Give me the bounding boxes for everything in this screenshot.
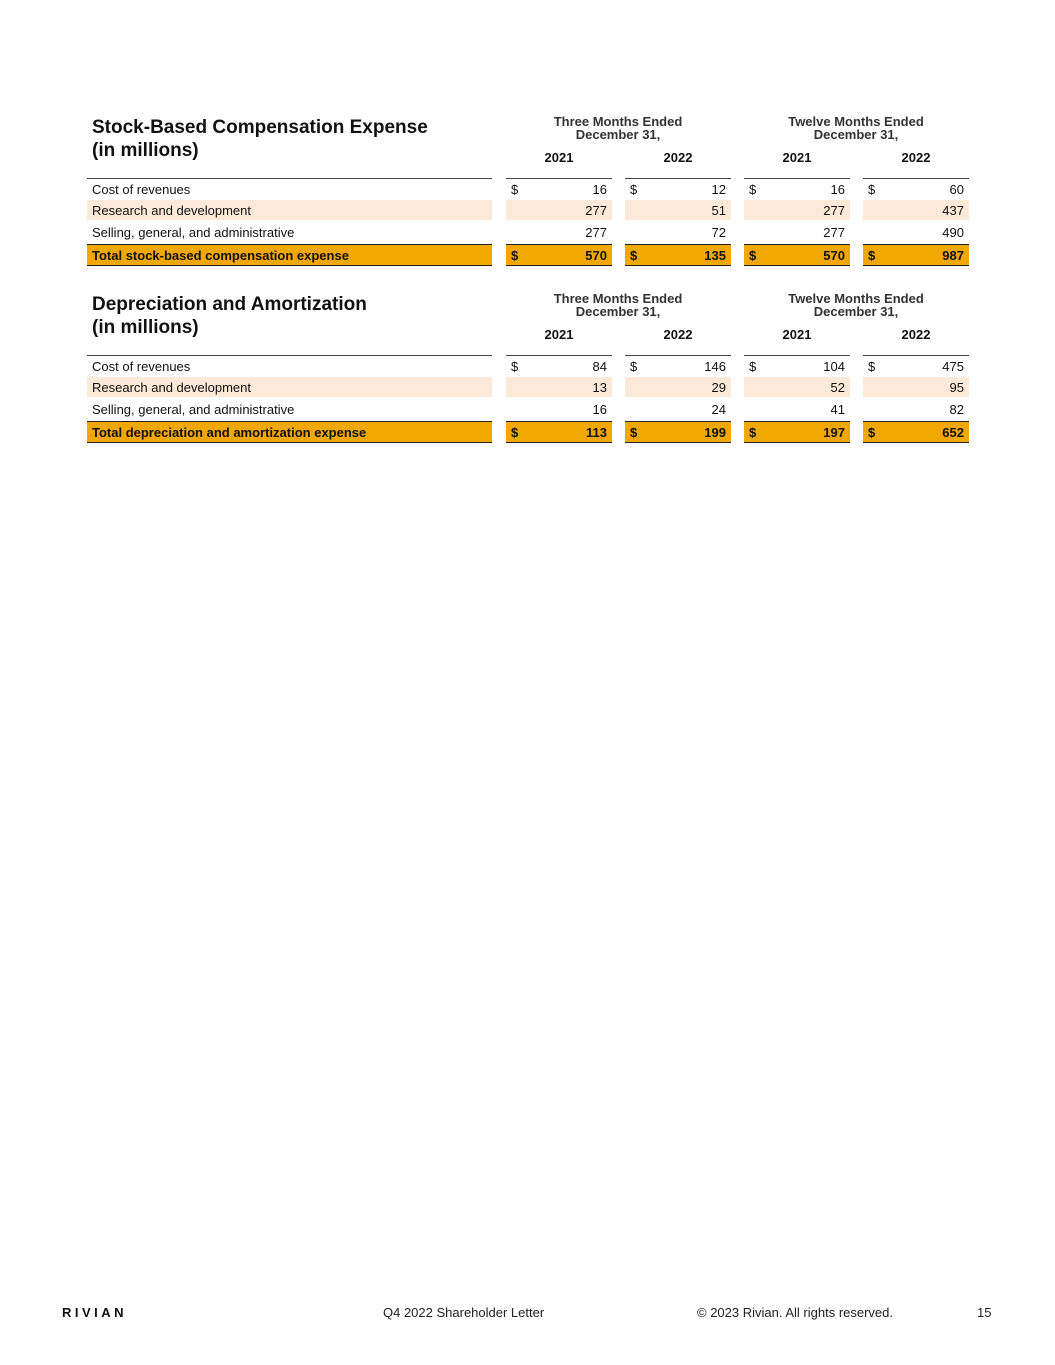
- value-cell: [744, 399, 850, 419]
- year-header: 2021: [544, 150, 574, 165]
- value-cell: [625, 222, 731, 242]
- cell-value: 277: [585, 203, 607, 218]
- value-cell: [506, 178, 612, 199]
- currency-symbol: $: [511, 248, 519, 263]
- copyright-notice: © 2023 Rivian. All rights reserved.: [697, 1305, 894, 1320]
- row-label: Cost of revenues: [87, 355, 492, 376]
- currency-symbol: $: [511, 359, 519, 374]
- row-label: Selling, general, and administrative: [92, 225, 295, 240]
- currency-symbol: $: [868, 359, 876, 374]
- cell-value: 570: [823, 248, 845, 263]
- group-header-line1: Twelve Months Ended: [788, 114, 924, 129]
- year-header: 2022: [663, 150, 693, 165]
- value-cell: [506, 244, 612, 266]
- row-label: Cost of revenues: [87, 178, 492, 199]
- cell-value: 13: [592, 380, 607, 395]
- page-number: 15: [977, 1305, 992, 1320]
- total-row: [87, 421, 968, 443]
- currency-symbol: $: [630, 425, 638, 440]
- value-cell: [863, 178, 969, 199]
- table-row: [87, 355, 968, 377]
- cell-value: 82: [949, 402, 964, 417]
- table-body: [87, 355, 968, 443]
- group-header-three-months: [506, 292, 730, 318]
- currency-symbol: $: [868, 248, 876, 263]
- value-cell: [506, 355, 612, 376]
- value-cell: [506, 222, 612, 242]
- year-header: 2021: [782, 150, 812, 165]
- cell-value: 16: [592, 402, 607, 417]
- cell-value: 41: [830, 402, 845, 417]
- year-header: 2022: [663, 327, 693, 342]
- value-cell: [863, 200, 969, 220]
- year-header: 2022: [901, 150, 931, 165]
- currency-symbol: $: [868, 425, 876, 440]
- table-row: [87, 377, 968, 399]
- currency-symbol: $: [511, 182, 519, 197]
- cell-value: 95: [949, 380, 964, 395]
- value-cell: [625, 200, 731, 220]
- table-title: [92, 293, 367, 339]
- row-label: Total depreciation and amortization expense: [87, 421, 492, 443]
- group-header-line1: Three Months Ended: [553, 114, 683, 129]
- value-cell: [744, 178, 850, 199]
- value-cell: [506, 377, 612, 397]
- value-cell: [506, 399, 612, 419]
- value-cell: [744, 355, 850, 376]
- group-header-three-months: [506, 115, 730, 141]
- value-cell: [744, 244, 850, 266]
- document-title: Q4 2022 Shareholder Letter: [383, 1305, 545, 1320]
- cell-value: 199: [704, 425, 726, 440]
- year-header: 2022: [901, 327, 931, 342]
- table-row: [87, 222, 968, 244]
- group-header-line2: December 31,: [813, 127, 899, 142]
- value-cell: [625, 399, 731, 419]
- cell-value: 277: [823, 225, 845, 240]
- value-cell: [744, 377, 850, 397]
- table-row: [87, 200, 968, 222]
- table-title: [92, 116, 428, 162]
- value-cell: [863, 355, 969, 376]
- value-cell: [625, 244, 731, 266]
- cell-value: 12: [711, 182, 726, 197]
- table-row: [87, 178, 968, 200]
- table-body: [87, 178, 968, 266]
- cell-value: 113: [586, 425, 607, 440]
- value-cell: [625, 355, 731, 376]
- value-cell: [625, 178, 731, 199]
- row-label: Total stock-based compensation expense: [87, 244, 492, 266]
- cell-value: 51: [711, 203, 726, 218]
- value-cell: [744, 222, 850, 242]
- cell-value: 570: [585, 248, 607, 263]
- table-title-line1: Depreciation and Amortization: [92, 294, 367, 315]
- year-header: 2021: [544, 327, 574, 342]
- currency-symbol: $: [749, 359, 757, 374]
- table-row: [87, 399, 968, 421]
- currency-symbol: $: [630, 182, 638, 197]
- group-header-line1: Three Months Ended: [553, 291, 683, 306]
- row-label: Selling, general, and administrative: [92, 402, 295, 417]
- cell-value: 29: [711, 380, 726, 395]
- cell-value: 135: [704, 248, 726, 263]
- total-row: [87, 244, 968, 266]
- cell-value: 60: [949, 182, 964, 197]
- cell-value: 197: [823, 425, 845, 440]
- value-cell: [625, 377, 731, 397]
- currency-symbol: $: [868, 182, 876, 197]
- cell-value: 277: [823, 203, 845, 218]
- cell-value: 277: [585, 225, 607, 240]
- value-cell: [863, 222, 969, 242]
- cell-value: 652: [942, 425, 964, 440]
- value-cell: [625, 421, 731, 443]
- currency-symbol: $: [630, 359, 638, 374]
- year-header: 2021: [782, 327, 812, 342]
- table-title-line1: Stock-Based Compensation Expense: [92, 117, 428, 138]
- currency-symbol: $: [511, 425, 519, 440]
- group-header-line2: December 31,: [575, 127, 661, 142]
- group-header-twelve-months: [744, 115, 968, 141]
- currency-symbol: $: [749, 182, 757, 197]
- cell-value: 475: [942, 359, 964, 374]
- value-cell: [744, 200, 850, 220]
- rivian-logo: RIVIAN: [62, 1305, 128, 1320]
- value-cell: [744, 421, 850, 443]
- cell-value: 52: [830, 380, 845, 395]
- row-label: Research and development: [87, 377, 492, 397]
- cell-value: 16: [592, 182, 607, 197]
- group-header-twelve-months: [744, 292, 968, 318]
- value-cell: [863, 377, 969, 397]
- group-header-line2: December 31,: [575, 304, 661, 319]
- value-cell: [506, 421, 612, 443]
- cell-value: 490: [942, 225, 964, 240]
- value-cell: [863, 244, 969, 266]
- cell-value: 146: [704, 359, 726, 374]
- row-label: Research and development: [87, 200, 492, 220]
- currency-symbol: $: [749, 425, 757, 440]
- currency-symbol: $: [630, 248, 638, 263]
- cell-value: 24: [711, 402, 726, 417]
- value-cell: [863, 421, 969, 443]
- group-header-line2: December 31,: [813, 304, 899, 319]
- group-header-line1: Twelve Months Ended: [788, 291, 924, 306]
- cell-value: 16: [830, 182, 845, 197]
- cell-value: 72: [711, 225, 726, 240]
- cell-value: 437: [942, 203, 964, 218]
- currency-symbol: $: [749, 248, 757, 263]
- cell-value: 104: [823, 359, 845, 374]
- cell-value: 987: [942, 248, 964, 263]
- cell-value: 84: [592, 359, 607, 374]
- value-cell: [863, 399, 969, 419]
- table-title-line2: (in millions): [92, 140, 199, 161]
- table-title-line2: (in millions): [92, 317, 199, 338]
- value-cell: [506, 200, 612, 220]
